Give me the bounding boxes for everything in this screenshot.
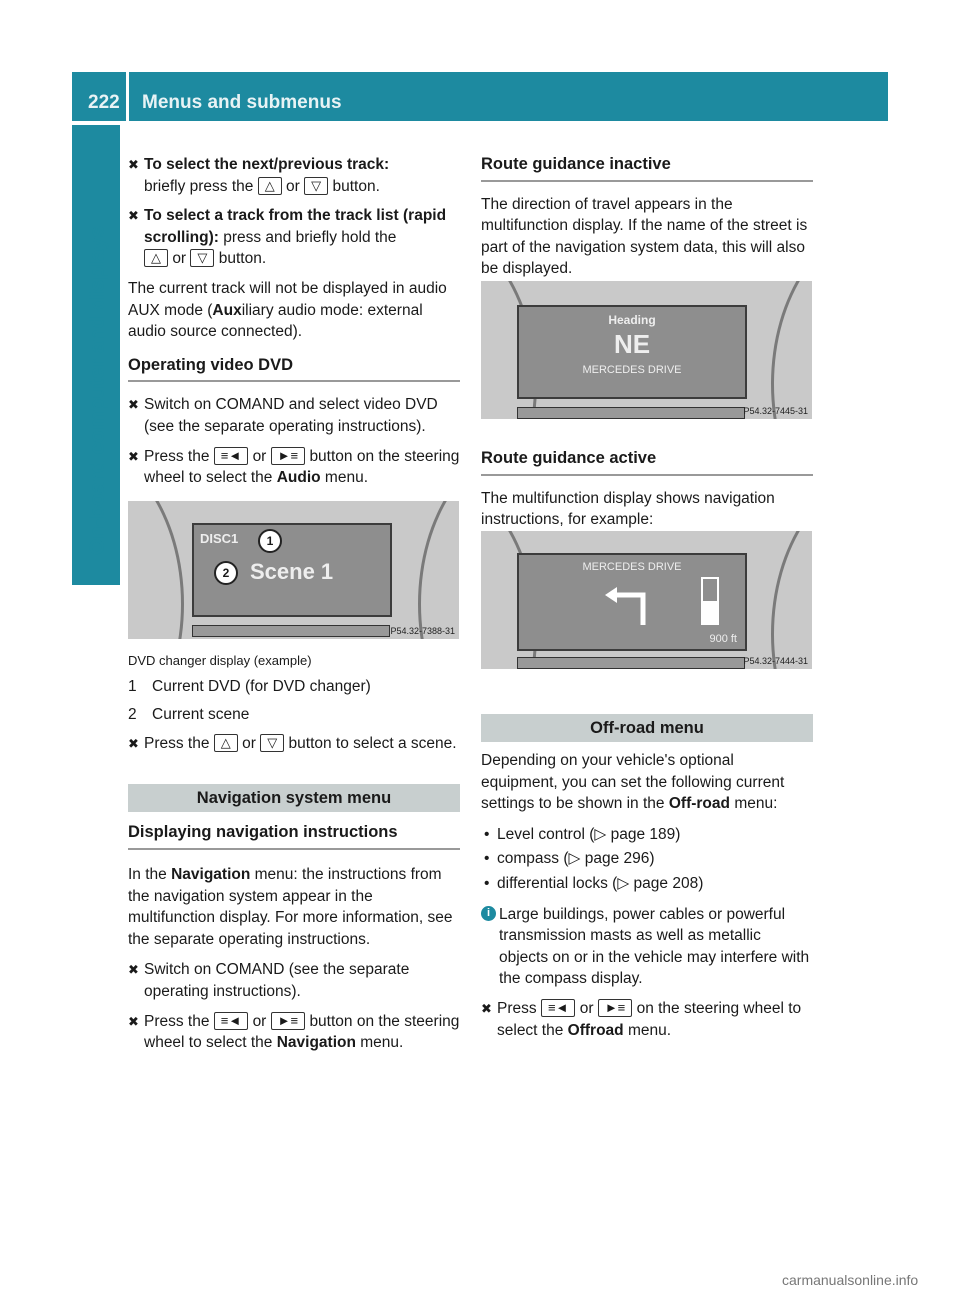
header-divider [126, 72, 129, 121]
lower-display-strip [517, 657, 745, 669]
street-name: MERCEDES DRIVE [582, 364, 682, 376]
gauge-rim-right [418, 501, 459, 639]
right-column [481, 154, 813, 289]
heading-route-active: Route guidance active [481, 448, 813, 476]
bullet-navigation-menu: ✖ Press the ≡◄ or ►≡ button on the steering wheel to select the Navigation menu. [128, 1012, 460, 1052]
watermark: carmanualsonline.info [782, 1272, 919, 1288]
down-button-icon: ▽ [304, 177, 328, 195]
left-column [128, 154, 460, 497]
bullet-track-list: ✖ To select a track from the track list (rapid scrolling): press and briefly hold the △ or ▽ button. [128, 207, 447, 268]
legend-item-1: 1 Current DVD (for DVD changer) [128, 677, 371, 695]
callout-1: 1 [258, 529, 282, 553]
bullet-next-track: ✖ To select the next/previous track: briefly press the △ or ▽ button. [128, 156, 390, 195]
display-screen [517, 553, 747, 651]
bullet-switch-on-dvd: ✖ Switch on COMAND and select video DVD (see the separate operating instructions). [128, 396, 438, 435]
prev-menu-button-icon: ≡◄ [541, 999, 575, 1017]
bullet-switch-on-comand: ✖ Switch on COMAND (see the separate operating instructions). [128, 961, 410, 1000]
scene-label: Scene 1 [250, 559, 334, 584]
arrow-icon: ✖ [128, 1013, 139, 1029]
page-number: 222 [88, 92, 120, 113]
gauge-rim-right [771, 531, 812, 669]
offroad-intro: Depending on your vehicle's optional equipment, you can set the following current settings to be shown in the Off-road menu: [481, 752, 785, 813]
prev-menu-button-icon: ≡◄ [214, 447, 248, 465]
callout-2: 2 [214, 561, 238, 585]
arrow-icon: ✖ [128, 397, 139, 413]
page-header [72, 72, 888, 121]
page-title: Menus and submenus [142, 92, 342, 113]
list-item: • compass (▷ page 296) [484, 850, 655, 868]
section-offroad-menu: Off-road menu [481, 714, 813, 742]
compass-direction: NE [613, 329, 651, 359]
side-tab-label: On-board computer and displays [86, 225, 109, 555]
heading-video-dvd: Operating video DVD [128, 355, 460, 383]
bullet-offroad-menu: ✖ Press ≡◄ or ►≡ on the steering wheel to select the Offroad menu. [481, 999, 802, 1039]
arrow-icon: ✖ [128, 962, 139, 978]
next-menu-button-icon: ►≡ [271, 447, 305, 465]
navigation-intro: In the Navigation menu: the instructions from the navigation system appear in the multifunction display. For more information, see the separate operating instructions. [128, 865, 453, 948]
heading-display-figure [481, 281, 812, 419]
gauge-rim-right [771, 281, 812, 419]
arrow-icon: ✖ [481, 1000, 492, 1016]
route-inactive-text: The direction of travel appears in the multifunction display. If the name of the street is part of the navigation system data, this will also be displayed. [481, 195, 808, 278]
info-note: i Large buildings, power cables or powerful transmission masts as well as metallic objects on or in the vehicle may interfere with the compass display. [481, 904, 813, 990]
bullet-select-scene: ✖ Press the △ or ▽ button to select a scene. [128, 733, 460, 755]
route-active-text: The multifunction display shows navigation instructions, for example: [481, 489, 775, 529]
up-button-icon: △ [214, 734, 238, 752]
distance-bar [701, 577, 719, 625]
next-menu-button-icon: ►≡ [598, 999, 632, 1017]
section-navigation-menu: Navigation system menu [128, 784, 460, 812]
list-item: • differential locks (▷ page 208) [484, 874, 704, 892]
arrow-icon: ✖ [128, 208, 139, 224]
lower-display-strip [192, 625, 390, 637]
arrow-icon: ✖ [128, 157, 139, 172]
disc-label: DISC1 [200, 531, 239, 546]
left-column-lower [128, 650, 460, 1062]
street-name: MERCEDES DRIVE [582, 561, 682, 573]
info-icon: i [481, 906, 496, 921]
down-button-icon: ▽ [190, 249, 214, 267]
heading-route-inactive: Route guidance inactive [481, 154, 813, 182]
next-menu-button-icon: ►≡ [271, 1012, 305, 1030]
route-guidance-figure [481, 531, 812, 669]
right-column-lower [481, 714, 813, 1049]
turn-left-arrow-icon [603, 585, 649, 625]
arrow-icon: ✖ [128, 735, 139, 751]
prev-menu-button-icon: ≡◄ [214, 1012, 248, 1030]
figure-code: P54.32-7388-31 [390, 626, 455, 636]
heading-label: Heading [608, 313, 656, 327]
right-column-mid [481, 448, 813, 540]
arrow-icon: ✖ [128, 448, 139, 464]
figure-code: P54.32-7444-31 [743, 656, 808, 666]
dvd-changer-display-figure [128, 501, 459, 639]
distance-label: 900 ft [709, 633, 737, 645]
display-screen [517, 305, 747, 399]
down-button-icon: ▽ [260, 734, 284, 752]
aux-note: The current track will not be displayed in audio AUX mode (Auxiliary audio mode: external audio source connected). [128, 279, 447, 341]
gauge-rim-left [128, 501, 184, 639]
list-item: • Level control (▷ page 189) [484, 825, 681, 843]
figure-caption: DVD changer display (example) [128, 653, 312, 668]
heading-navigation-instructions: Displaying navigation instructions [128, 822, 460, 850]
figure-code: P54.32-7445-31 [743, 406, 808, 416]
bullet-audio-menu: ✖ Press the ≡◄ or ►≡ button on the steering wheel to select the Audio menu. [128, 447, 460, 487]
legend-item-2: 2 Current scene [128, 706, 250, 724]
up-button-icon: △ [258, 177, 282, 195]
up-button-icon: △ [144, 249, 168, 267]
lower-display-strip [517, 407, 745, 419]
